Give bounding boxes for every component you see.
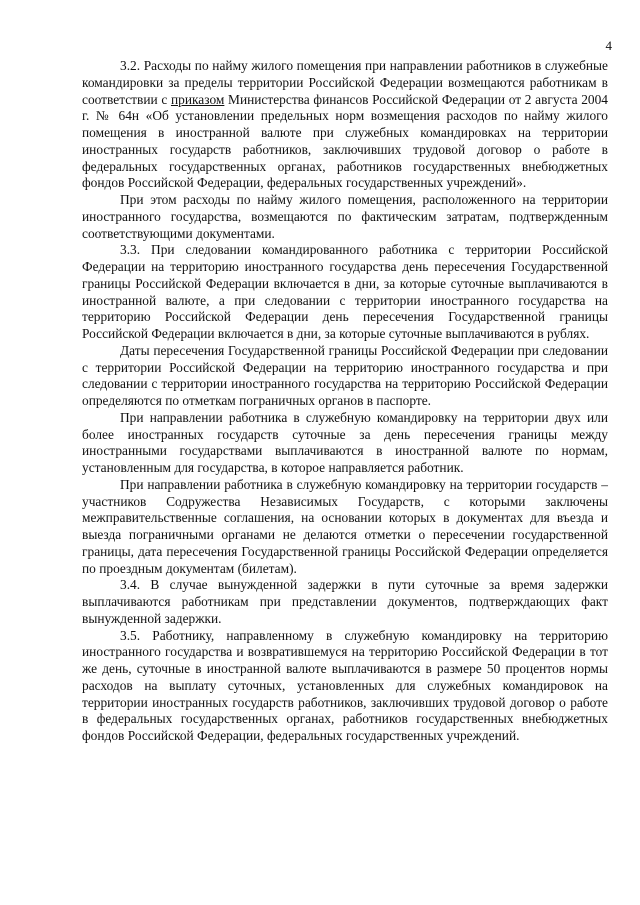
paragraph-border-dates: Даты пересечения Государственной границы Российской Федерации при следовании с территории Российской Федерации на территорию иностранного государства и при следовании с территории иностранного государства на территорию Российской Федерации определяются по отметкам пограничных органов в паспорте. (82, 342, 608, 408)
paragraph-3-4: 3.4. В случае вынужденной задержки в пути суточные за время задержки выплачиваются работникам при представлении документов, подтверждающих факт вынужденной задержки. (82, 577, 608, 626)
paragraph-3-2 (82, 58, 608, 192)
page-number: 4 (605, 38, 612, 53)
document-body (82, 58, 608, 745)
order-link[interactable]: приказом (170, 91, 225, 107)
paragraph-cis-states: При направлении работника в служебную командировку на территории государств – участников Содружества Независимых Государств, с которыми заключены межправительственные соглашения, на основании которых в документах для въезда и выезда пограничными органами не делаются отметки о пересечении государственной границы, дата пересечения Государственной границы Российской Федерации определяется по проездным документам (билетам). (82, 476, 608, 576)
paragraph-3-2-text-before: 3.2. Расходы по найму жилого помещения при направлении работников в служебные командировки за пределы территории Российской Федерации возмещаются работникам в соответствии с (82, 58, 608, 107)
paragraph-3-3: 3.3. При следовании командированного работника с территории Российской Федерации на территорию иностранного государства день пересечения Государственной границы Российской Федерации включается в дни, за которые суточные выплачиваются в иностранной валюте, а при следовании с территории иностранного государства на территорию Российской Федерации день пересечения Государственной границы Российской Федерации включается в дни, за которые суточные выплачиваются в рублях. (82, 242, 608, 341)
paragraph-multiple-states: При направлении работника в служебную командировку на территории двух или более иностранных государств суточные за день пересечения границы между иностранными государствами выплачиваются в иностранной валюте по нормам, установленным для государства, в которое направляется работник. (82, 409, 608, 475)
paragraph-3-5: 3.5. Работнику, направленному в служебную командировку на территорию иностранного государства и возвратившемуся на территорию Российской Федерации в тот же день, суточные в иностранной валюте выплачиваются в размере 50 процентов нормы расходов на выплату суточных, установленных для служебных командировок на территории иностранных государств работников, заключивших трудовой договор о работе в федеральных государственных органах, работников государственных внебюджетных фондов Российской Федерации, федеральных государственных учреждений. (82, 627, 608, 743)
paragraph-housing-expenses: При этом расходы по найму жилого помещения, расположенного на территории иностранного государства, возмещаются по фактическим затратам, подтвержденным соответствующими документами. (82, 192, 608, 241)
paragraph-3-2-text-after: Министерства финансов Российской Федерации от 2 августа 2004 г. № 64н «Об установлении предельных норм возмещения расходов по найму жилого помещения в иностранной валюте при служебных командировках на территории иностранных государств работников, заключивших трудовой договор о работе в федеральных государственных органах, работников государственных внебюджетных фондов Российской Федерации, федеральных государственных учреждений». (82, 91, 608, 191)
